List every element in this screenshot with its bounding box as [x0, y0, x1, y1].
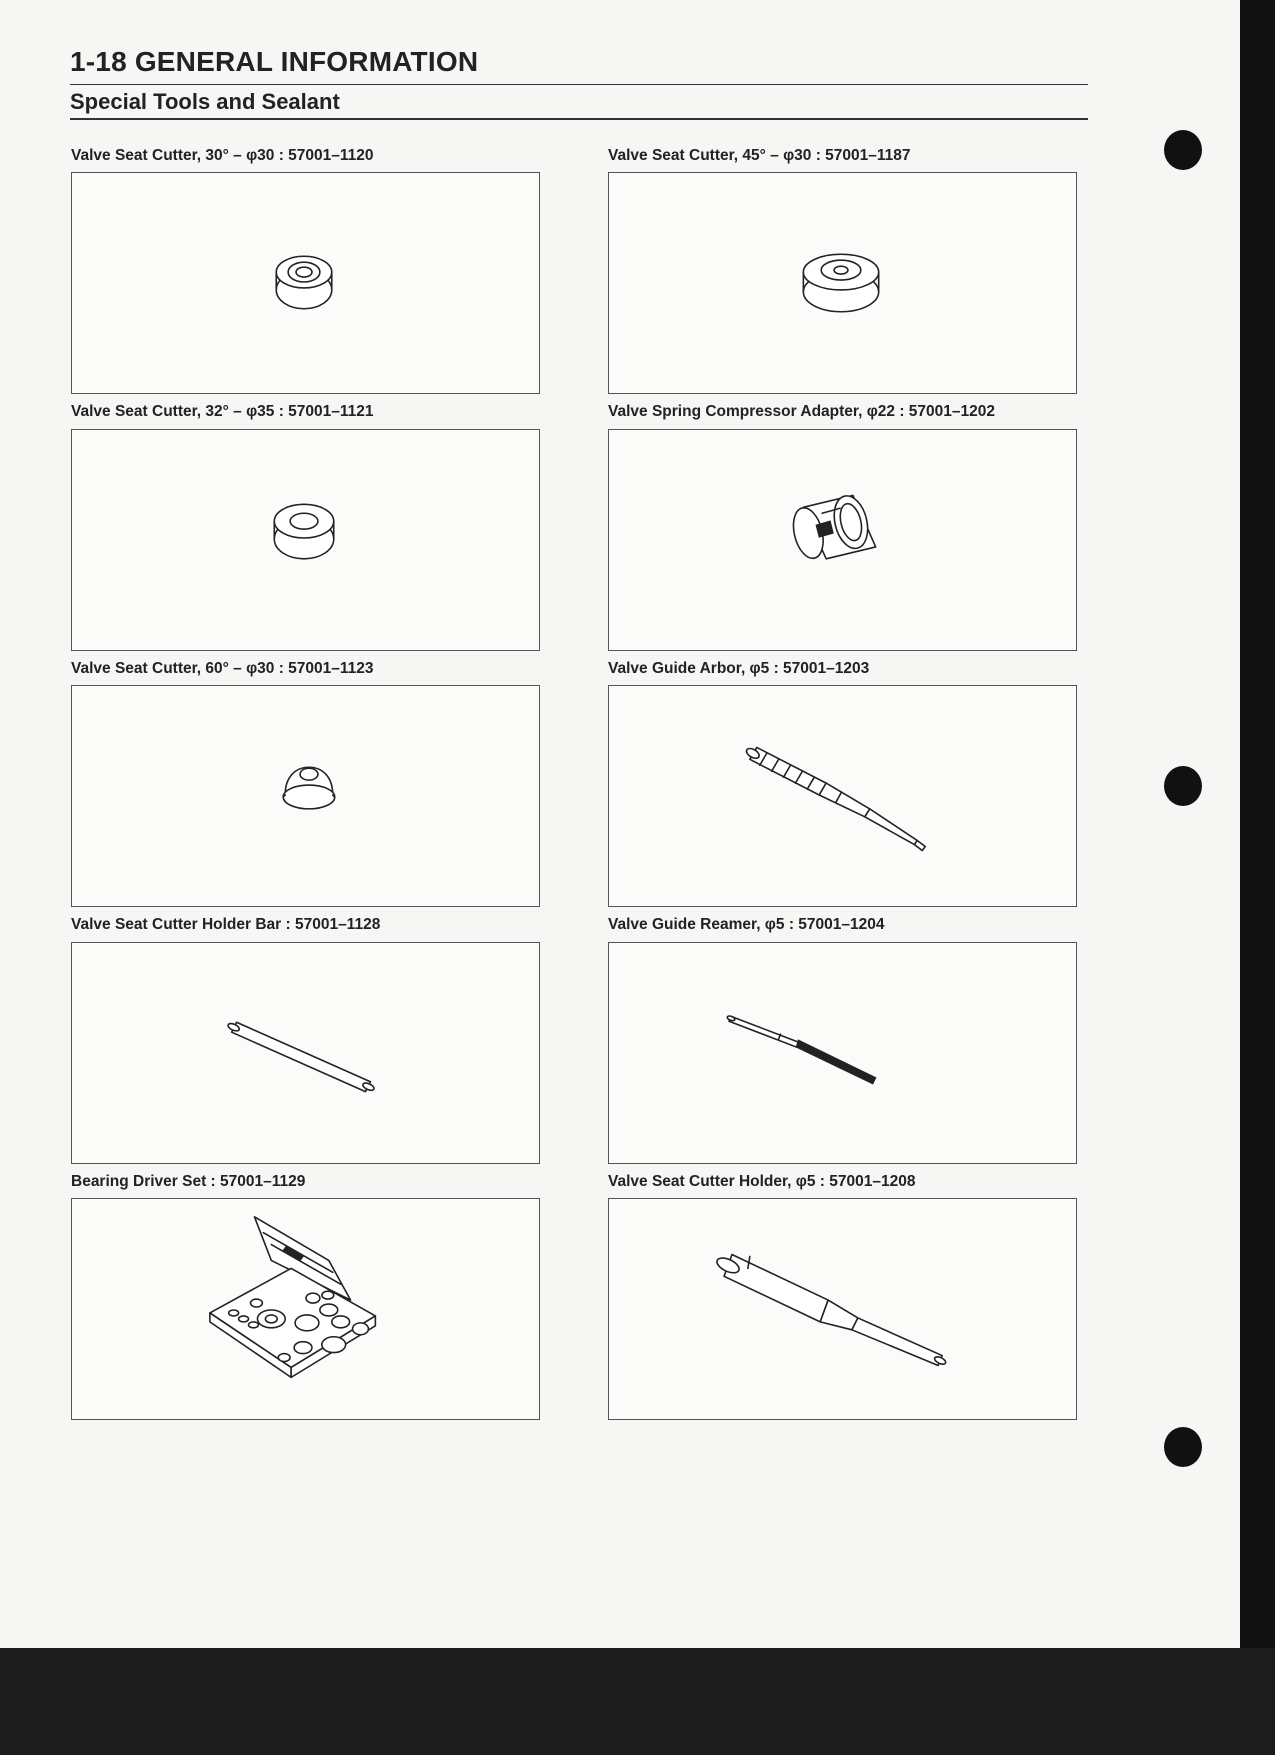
tool-label: Valve Seat Cutter, 60° – φ30 : 57001–1123	[71, 660, 374, 677]
section-subtitle: Special Tools and Sealant	[70, 89, 340, 114]
binder-hole	[1164, 766, 1202, 806]
tool-label: Valve Seat Cutter, 32° – φ35 : 57001–1121	[71, 403, 374, 420]
tool-illustration-box	[608, 429, 1077, 651]
tool-label: Valve Guide Arbor, φ5 : 57001–1203	[608, 660, 870, 677]
tool-label: Valve Guide Reamer, φ5 : 57001–1204	[608, 916, 885, 933]
cutter-holder-icon	[609, 1199, 1076, 1419]
tool-illustration-box	[608, 942, 1077, 1164]
tool-illustration-box	[608, 172, 1077, 394]
valve-seat-cutter-32-icon	[72, 430, 539, 650]
tool-illustration-box	[71, 172, 540, 394]
tool-illustration-box	[608, 1198, 1077, 1420]
tool-label: Valve Seat Cutter Holder, φ5 : 57001–1208	[608, 1173, 916, 1190]
tool-label: Bearing Driver Set : 57001–1129	[71, 1173, 306, 1190]
valve-seat-cutter-45-icon	[609, 173, 1076, 393]
tool-illustration-box	[71, 685, 540, 907]
valve-seat-cutter-60-icon	[72, 686, 539, 906]
tool-illustration-box	[71, 942, 540, 1164]
tool-illustration-box	[71, 1198, 540, 1420]
valve-guide-arbor-icon	[609, 686, 1076, 906]
header-rule	[70, 84, 1088, 85]
compressor-adapter-icon	[609, 430, 1076, 650]
scan-edge-right	[1240, 0, 1275, 1648]
subtitle-rule	[70, 118, 1088, 120]
scan-edge-bottom	[0, 1648, 1275, 1755]
holder-bar-icon	[72, 943, 539, 1163]
page-title: 1-18 GENERAL INFORMATION	[70, 46, 479, 77]
tool-illustration-box	[71, 429, 540, 651]
tool-illustration-box	[608, 685, 1077, 907]
tool-label: Valve Seat Cutter, 30° – φ30 : 57001–1120	[71, 147, 374, 164]
tool-label: Valve Seat Cutter, 45° – φ30 : 57001–1187	[608, 147, 911, 164]
binder-hole	[1164, 1427, 1202, 1467]
tool-label: Valve Spring Compressor Adapter, φ22 : 57001–1202	[608, 403, 996, 420]
valve-seat-cutter-30-icon	[72, 173, 539, 393]
tool-label: Valve Seat Cutter Holder Bar : 57001–1128	[71, 916, 381, 933]
valve-guide-reamer-icon	[609, 943, 1076, 1163]
binder-hole	[1164, 130, 1202, 170]
bearing-driver-set-icon	[72, 1199, 539, 1419]
